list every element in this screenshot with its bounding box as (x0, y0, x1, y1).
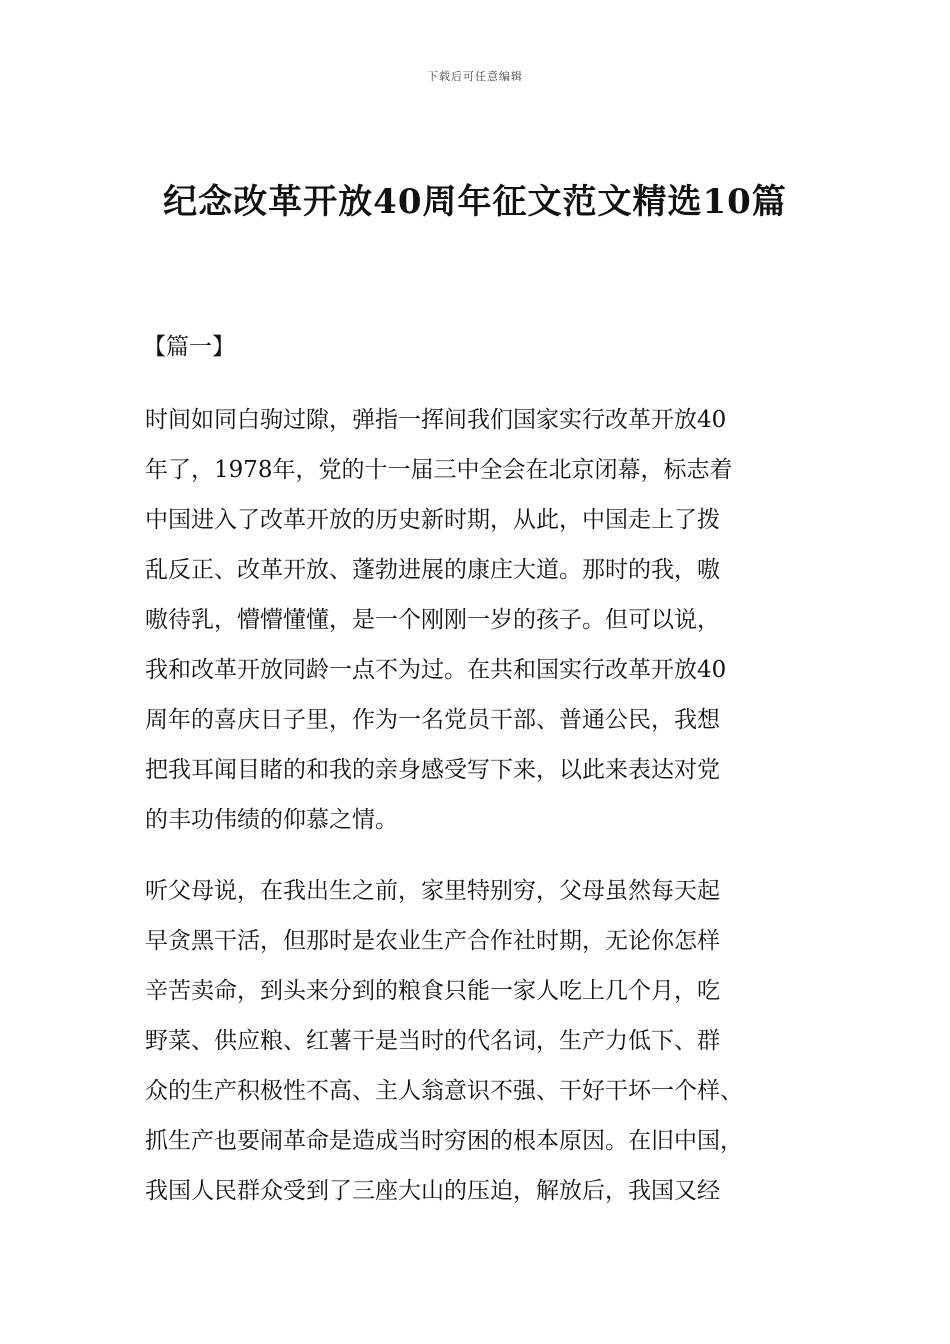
paragraph-line: 抓生产也要闹革命是造成当时穷困的根本原因。在旧中国， (145, 1128, 743, 1154)
paragraph-line: 众的生产积极性不高、主人翁意识不强、干好干坏一个样、 (145, 1078, 743, 1104)
section-heading: 【篇一】 (143, 334, 235, 360)
body-paragraph-1 (145, 395, 805, 845)
paragraph-line: 的丰功伟绩的仰慕之情。 (145, 807, 398, 833)
paragraph-line: 把我耳闻目睹的和我的亲身感受写下来，以此来表达对党 (145, 757, 720, 783)
paragraph-line: 周年的喜庆日子里，作为一名党员干部、普通公民，我想 (145, 707, 720, 733)
document-title: 纪念改革开放40周年征文范文精选10篇 (163, 182, 787, 222)
paragraph-line: 中国进入了改革开放的历史新时期，从此，中国走上了拨 (145, 507, 720, 533)
paragraph-line: 早贪黑干活，但那时是农业生产合作社时期，无论你怎样 (145, 928, 720, 954)
page-header-note: 下载后可任意编辑 (427, 70, 523, 83)
paragraph-line: 嗷待乳，懵懵懂懂，是一个刚刚一岁的孩子。但可以说， (145, 607, 720, 633)
paragraph-line: 乱反正、改革开放、蓬勃进展的康庄大道。那时的我，嗷 (145, 557, 720, 583)
paragraph-line: 我国人民群众受到了三座大山的压迫，解放后，我国又经 (145, 1178, 720, 1204)
paragraph-line: 辛苦卖命，到头来分到的粮食只能一家人吃上几个月，吃 (145, 978, 720, 1004)
body-paragraph-2 (145, 866, 805, 1216)
paragraph-line: 时间如同白驹过隙，弹指一挥间我们国家实行改革开放40 (145, 407, 727, 433)
paragraph-line: 野菜、供应粮、红薯干是当时的代名词，生产力低下、群 (145, 1028, 720, 1054)
paragraph-line: 我和改革开放同龄一点不为过。在共和国实行改革开放40 (145, 657, 727, 683)
paragraph-line: 年了，1978年，党的十一届三中全会在北京闭幕，标志着 (145, 457, 733, 483)
paragraph-line: 听父母说，在我出生之前，家里特别穷，父母虽然每天起 (145, 878, 720, 904)
